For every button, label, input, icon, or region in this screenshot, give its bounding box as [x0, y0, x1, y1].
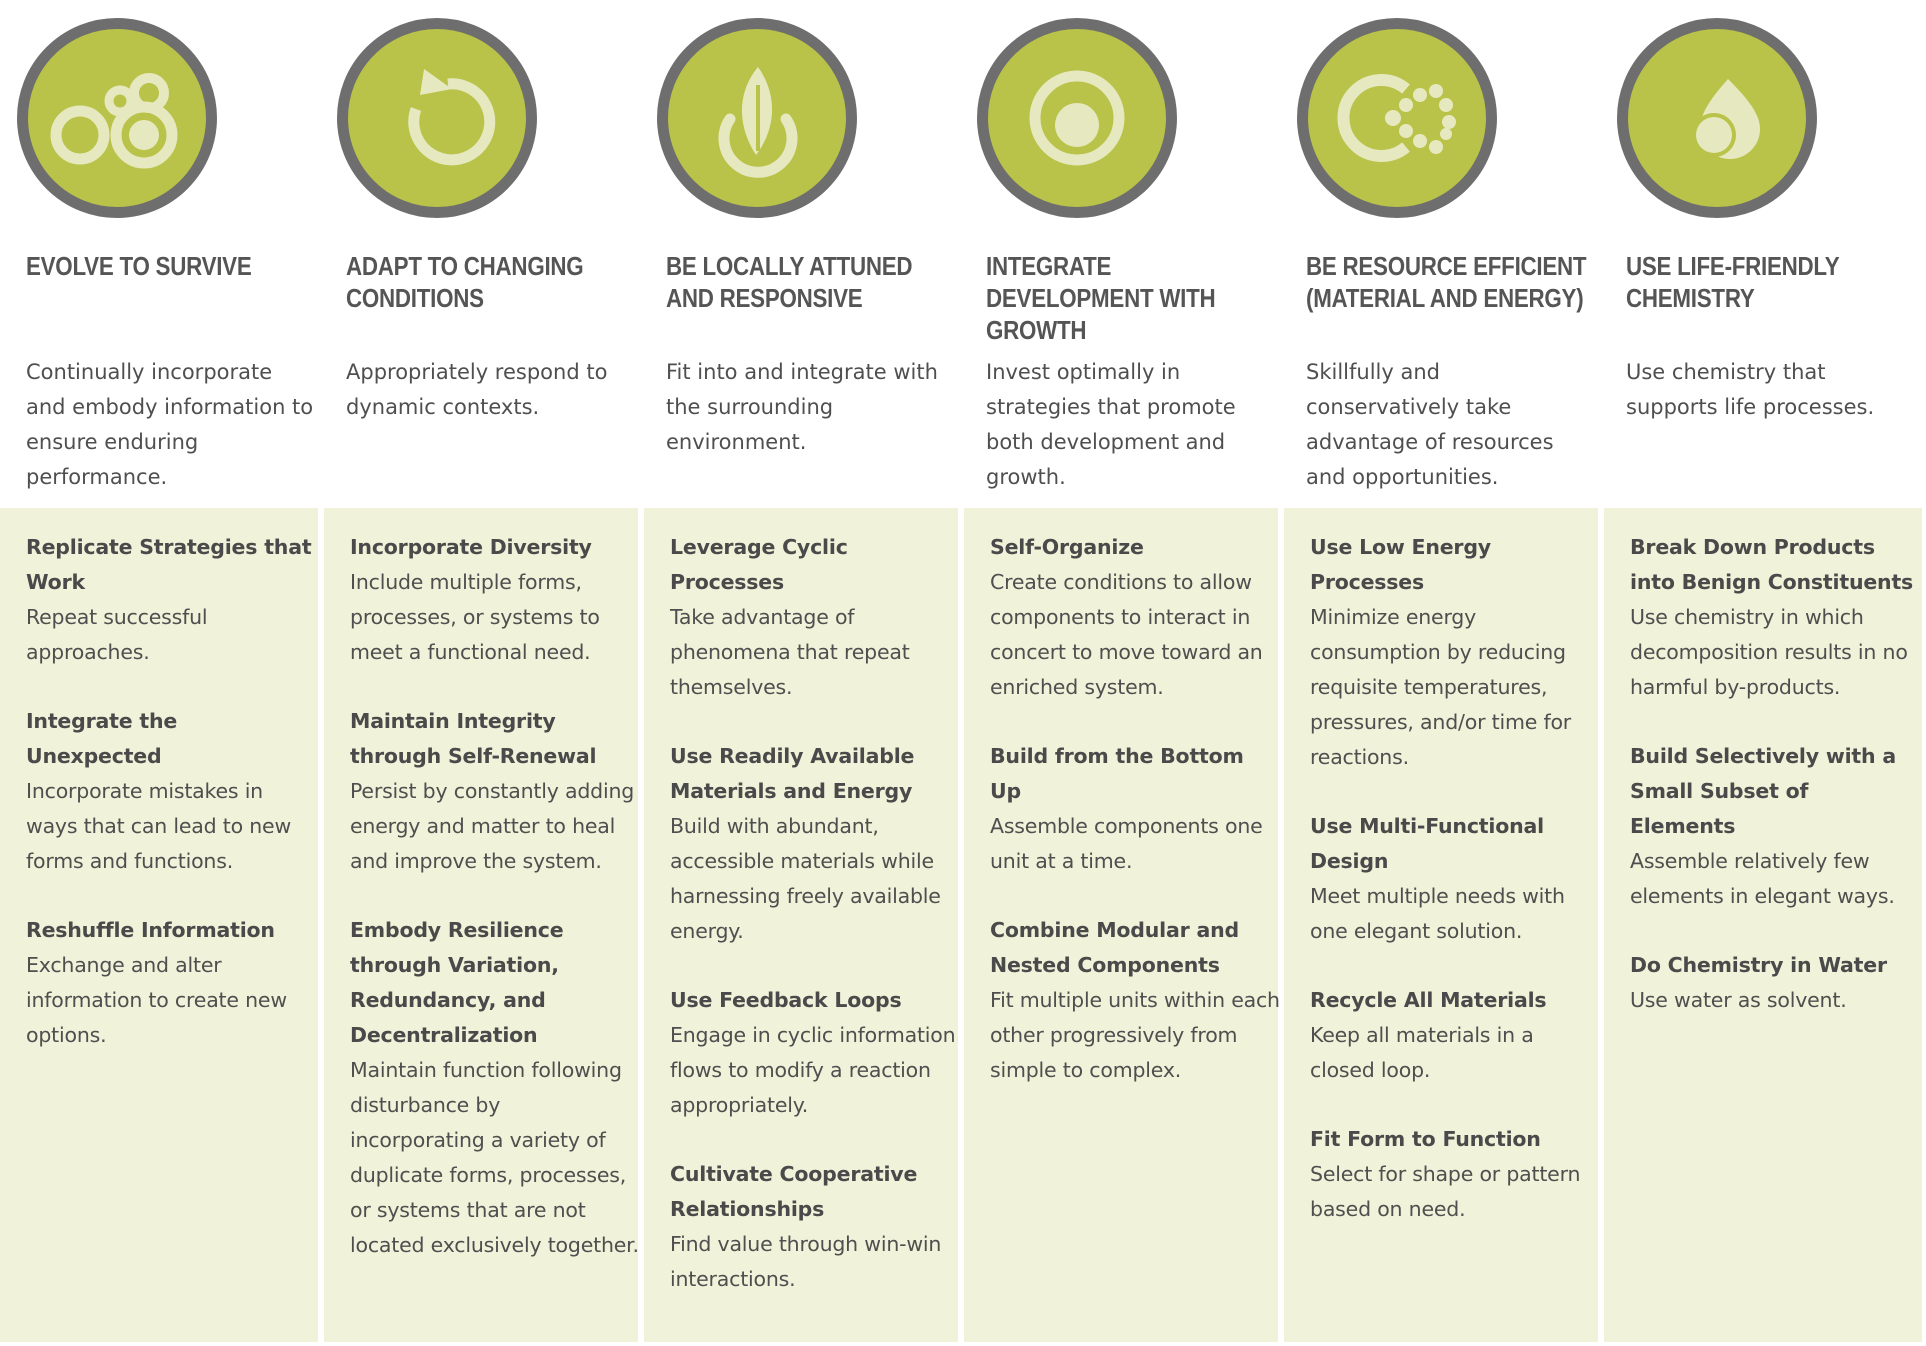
principle-title: Do Chemistry in Water [1630, 953, 1887, 977]
principle-title: Use Low Energy Processes [1310, 535, 1491, 594]
principle-description: Create conditions to allow components to interact in concert to move toward an enriched system. [990, 570, 1263, 699]
principle-description: Minimize energy consumption by reducing requisite temperatures, pressures, and/or time for reactions. [1310, 605, 1572, 769]
category-title: USE LIFE-FRIENDLY CHEMISTRY [1626, 251, 1840, 313]
principle-title: Integrate the Unexpected [26, 709, 178, 768]
principle-title: Combine Modular and Nested Components [990, 918, 1239, 977]
category-title: BE RESOURCE EFFICIENT (MATERIAL AND ENERGY) [1306, 251, 1587, 313]
category-description: Skillfully and conservatively take advantage of resources and opportunities. [1306, 360, 1554, 489]
principle-item [26, 913, 316, 1053]
principle-item [670, 983, 960, 1123]
category-description: Fit into and integrate with the surrounding environment. [666, 360, 938, 454]
principle-title: Embody Resilience through Variation, Redundancy, and Decentralization [350, 918, 564, 1047]
icon-row [0, 0, 1926, 250]
category-header [1626, 250, 1926, 419]
principle-description: Keep all materials in a closed loop. [1310, 1023, 1534, 1082]
principle-item [1630, 739, 1920, 914]
principle-title: Recycle All Materials [1310, 988, 1547, 1012]
principle-item [350, 704, 640, 879]
principle-item [26, 704, 316, 879]
principle-title: Leverage Cyclic Processes [670, 535, 848, 594]
principle-panel [1604, 508, 1922, 1342]
principle-description: Meet multiple needs with one elegant solution. [1310, 884, 1565, 943]
principle-description: Use chemistry in which decomposition results in no harmful by-products. [1630, 605, 1908, 699]
principle-description: Assemble components one unit at a time. [990, 814, 1263, 873]
principle-title: Use Multi-Functional Design [1310, 814, 1544, 873]
principle-item [1310, 1122, 1600, 1227]
category-headers [0, 250, 1926, 508]
principle-title: Build from the Bottom Up [990, 744, 1244, 803]
leaf-icon [657, 18, 857, 218]
principle-title: Use Readily Available Materials and Energy [670, 744, 915, 803]
principle-description: Exchange and alter information to create new options. [26, 953, 287, 1047]
principle-description: Repeat successful approaches. [26, 605, 208, 664]
cycle-arrow-icon [337, 18, 537, 218]
principle-item [350, 530, 640, 670]
category-description: Appropriately respond to dynamic contexts. [346, 360, 608, 419]
principle-panel [0, 508, 318, 1342]
principle-item [1310, 983, 1600, 1088]
principle-description: Engage in cyclic information flows to modify a reaction appropriately. [670, 1023, 956, 1117]
principle-description: Select for shape or pattern based on need. [1310, 1162, 1581, 1221]
target-icon [977, 18, 1177, 218]
principle-description: Incorporate mistakes in ways that can lead to new forms and functions. [26, 779, 292, 873]
droplet-icon [1617, 18, 1817, 218]
principle-item [990, 913, 1280, 1088]
principle-title: Reshuffle Information [26, 918, 275, 942]
principle-description: Assemble relatively few elements in elegant ways. [1630, 849, 1895, 908]
category-header [346, 250, 646, 419]
category-title: EVOLVE TO SURVIVE [26, 251, 252, 281]
category-header [666, 250, 966, 454]
principle-item [26, 530, 316, 670]
principle-description: Include multiple forms, processes, or systems to meet a functional need. [350, 570, 600, 664]
category-header [986, 250, 1286, 489]
principle-title: Use Feedback Loops [670, 988, 902, 1012]
principle-title: Self-Organize [990, 535, 1144, 559]
principle-description: Persist by constantly adding energy and matter to heal and improve the system. [350, 779, 635, 873]
principle-item [1630, 530, 1920, 705]
principle-panel [324, 508, 638, 1342]
principle-item [670, 739, 960, 949]
principle-title: Incorporate Diversity [350, 535, 592, 559]
category-description: Continually incorporate and embody information to ensure enduring performance. [26, 360, 314, 489]
principle-panel [1284, 508, 1598, 1342]
principle-description: Use water as solvent. [1630, 988, 1847, 1012]
principle-description: Maintain function following disturbance by incorporating a variety of duplicate forms, processes, or systems that are not located exclusively together. [350, 1058, 639, 1257]
principle-title: Break Down Products into Benign Constituents [1630, 535, 1914, 594]
principle-item [1310, 809, 1600, 949]
principle-description: Build with abundant, accessible materials while harnessing freely available energy. [670, 814, 941, 943]
principle-title: Build Selectively with a Small Subset of Elements [1630, 744, 1896, 838]
bubbles-icon [17, 18, 217, 218]
principle-item [990, 530, 1280, 705]
principle-title: Cultivate Cooperative Relationships [670, 1162, 918, 1221]
principle-item [670, 530, 960, 705]
principle-title: Fit Form to Function [1310, 1127, 1541, 1151]
principle-title: Replicate Strategies that Work [26, 535, 312, 594]
category-description: Invest optimally in strategies that promote both development and growth. [986, 360, 1236, 489]
principle-item [1310, 530, 1600, 775]
category-header [26, 250, 326, 489]
category-title: INTEGRATE DEVELOPMENT WITH GROWTH [986, 251, 1216, 345]
principle-item [1630, 948, 1920, 1018]
principle-item [350, 913, 640, 1263]
principle-title: Maintain Integrity through Self-Renewal [350, 709, 597, 768]
principle-description: Fit multiple units within each other progressively from simple to complex. [990, 988, 1280, 1082]
principle-panels [0, 508, 1926, 1342]
principle-panel [964, 508, 1278, 1342]
category-title: ADAPT TO CHANGING CONDITIONS [346, 251, 584, 313]
principle-description: Take advantage of phenomena that repeat themselves. [670, 605, 910, 699]
principle-description: Find value through win-win interactions. [670, 1232, 942, 1291]
principle-item [990, 739, 1280, 879]
principle-panel [644, 508, 958, 1342]
category-description: Use chemistry that supports life processes. [1626, 360, 1875, 419]
dotted-spiral-icon [1297, 18, 1497, 218]
principle-item [670, 1157, 960, 1297]
category-title: BE LOCALLY ATTUNED AND RESPONSIVE [666, 251, 913, 313]
category-header [1306, 250, 1606, 489]
